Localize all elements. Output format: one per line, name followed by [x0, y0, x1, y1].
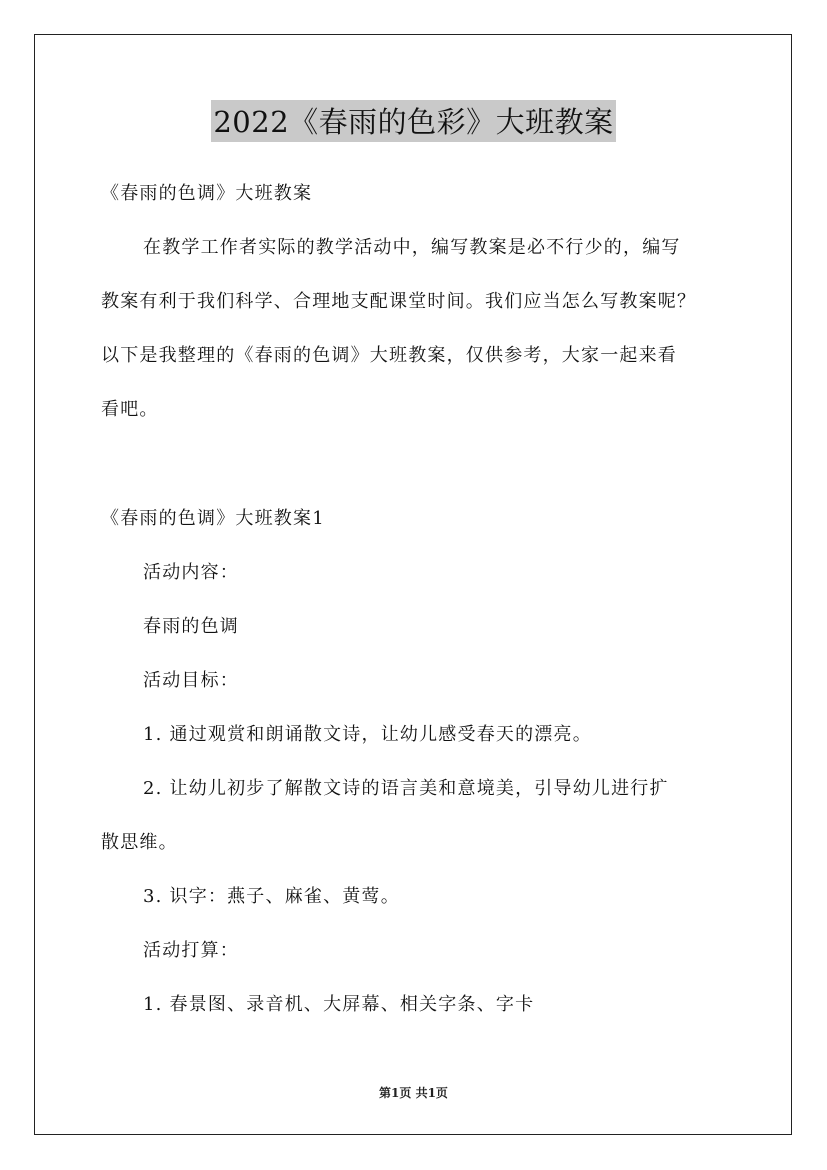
goal-3: 3. 识字：燕子、麻雀、黄莺。 [143, 886, 400, 907]
activity-goals-label: 活动目标： [143, 670, 239, 691]
activity-prep-label: 活动打算： [143, 940, 239, 961]
document-title-wrap [0, 100, 827, 142]
intro-line-3: 以下是我整理的《春雨的色调》大班教案，仅供参考，大家一起来看 [101, 345, 677, 366]
activity-content-label: 活动内容： [143, 562, 239, 583]
goal-1: 1. 通过观赏和朗诵散文诗，让幼儿感受春天的漂亮。 [143, 724, 592, 745]
intro-line-2: 教案有利于我们科学、合理地支配课堂时间。我们应当怎么写教案呢？ [101, 291, 697, 312]
goal-2-continued: 散思维。 [101, 832, 178, 853]
subtitle: 《春雨的色调》大班教案 [101, 183, 313, 204]
document-title: 2022《春雨的色彩》大班教案 [211, 100, 615, 142]
activity-content: 春雨的色调 [143, 616, 239, 637]
goal-2: 2. 让幼儿初步了解散文诗的语言美和意境美，引导幼儿进行扩 [143, 778, 669, 799]
section-heading: 《春雨的色调》大班教案1 [101, 508, 325, 529]
page-footer: 第1页 共1页 [379, 1086, 448, 1100]
prep-item-1: 1. 春景图、录音机、大屏幕、相关字条、字卡 [143, 994, 535, 1015]
intro-line-1: 在教学工作者实际的教学活动中，编写教案是必不行少的，编写 [143, 237, 681, 258]
intro-line-4: 看吧。 [101, 399, 159, 420]
